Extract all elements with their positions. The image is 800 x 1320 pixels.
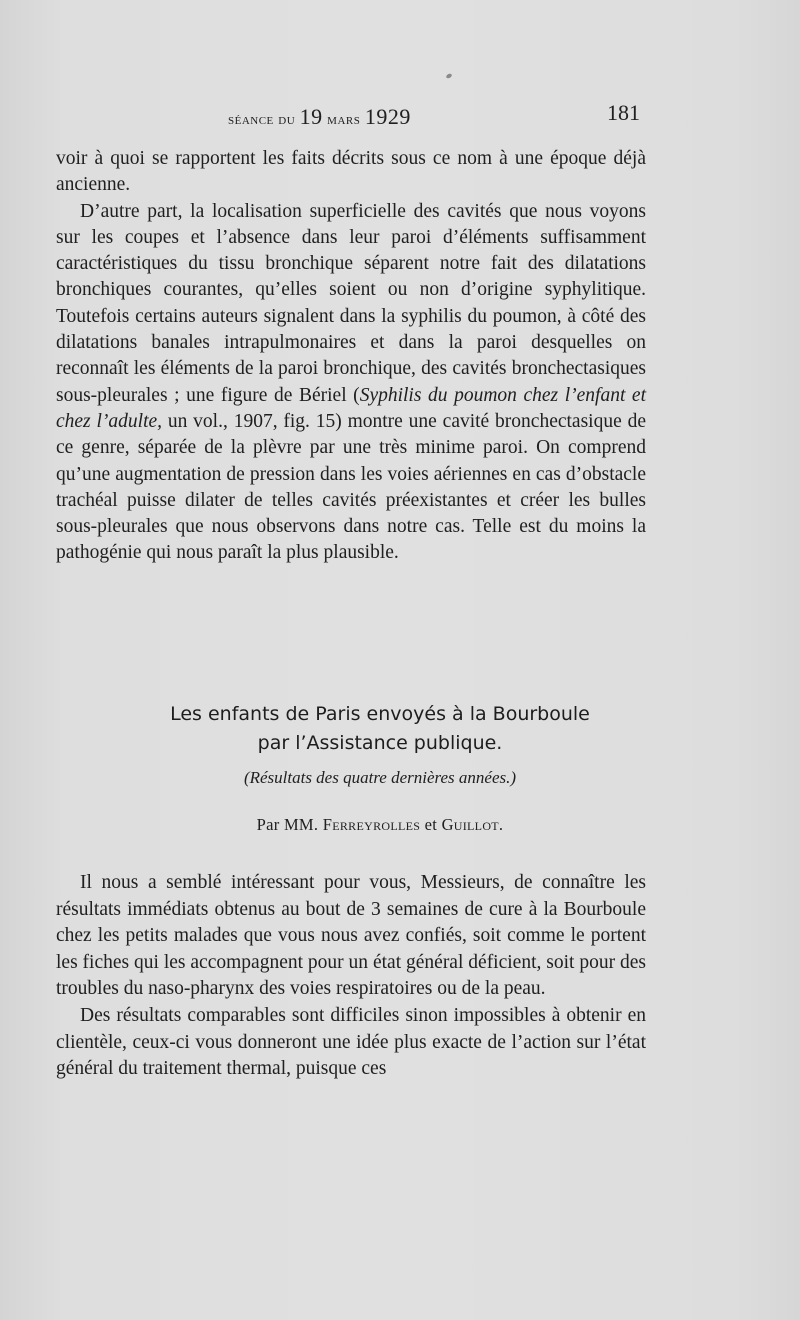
running-head-month: mars: [327, 111, 361, 128]
paragraph-2-text-b: un vol., 1907, fig. 15) montre une cavité bronchectasique de ce genre, séparée de la plèvre par une très minime paroi. On comprend qu’une augmentation de pression dans les voies aériennes en cas d’obstacle trachéal puisse dilater de telles cavités préexistantes et créer les bulles sous-pleurales que nous observons dans notre cas. Telle est du moins la pathogénie qui nous paraît la plus plausible.: [56, 410, 646, 564]
article-body: [56, 870, 646, 1083]
running-head-day: 19: [299, 104, 323, 129]
citation-title: Syphilis du poumon chez l’enfant et chez l’adulte,: [56, 384, 647, 432]
author-1: Ferreyrolles: [322, 815, 421, 834]
page-number: 181: [607, 100, 640, 125]
author-2: Guillot.: [441, 815, 504, 834]
page-header: [228, 100, 640, 132]
article-continuation: [56, 146, 646, 567]
ink-speck: [445, 73, 452, 79]
running-head-year: 1929: [364, 104, 411, 129]
article-title-line-2: par l’Assistance publique.: [257, 732, 503, 754]
paragraph-2-text-a: D’autre part, la localisation superficielle des cavités que nous voyons sur les coupes et l’absence dans leur paroi d’éléments suffisamment caractéristiques du tissu bronchique séparent notre fait des dilatations bronchiques courantes, qu’elles soient ou non d’origine syphylitique. Toutefois certains auteurs signalent dans la syphilis du poumon, à côté des dilatations banales intrapulmonaires et dans la paroi desquelles on reconnaît les éléments de la paroi bronchique, des cavités bronchectasiques sous-pleurales ; une figure de Bériel (: [56, 200, 646, 406]
authors-prefix: Par MM.: [256, 815, 323, 834]
running-head: [228, 104, 411, 130]
body-paragraph-2: Des résultats comparables sont difficiles sinon impossibles à obtenir en clientèle, ceux-ci vous donneront une idée plus exacte de l’action sur l’état général du traitement thermal, puisque ces: [56, 1004, 646, 1080]
authors-joiner: et: [420, 815, 442, 834]
body-paragraph-1: Il nous a semblé intéressant pour vous, Messieurs, de connaître les résultats immédiats obtenus au bout de 3 semaines de cure à la Bourboule chez les petits malades que vous nous avez confiés, soit comme le portent les fiches qui les accompagnent pour un état général déficient, soit pour des troubles du naso-pharynx des voies respiratoires ou de la peau.: [56, 872, 646, 1000]
article-title-line-1: Les enfants de Paris envoyés à la Bourboule: [170, 703, 590, 725]
paragraph-2: [56, 199, 646, 567]
running-head-prefix: séance du: [228, 111, 296, 128]
article-subtitle: (Résultats des quatre dernières années.): [243, 768, 517, 787]
article-authors: [150, 815, 610, 835]
paragraph-1: voir à quoi se rapportent les faits décrits sous ce nom à une époque déjà ancienne.: [56, 148, 646, 196]
